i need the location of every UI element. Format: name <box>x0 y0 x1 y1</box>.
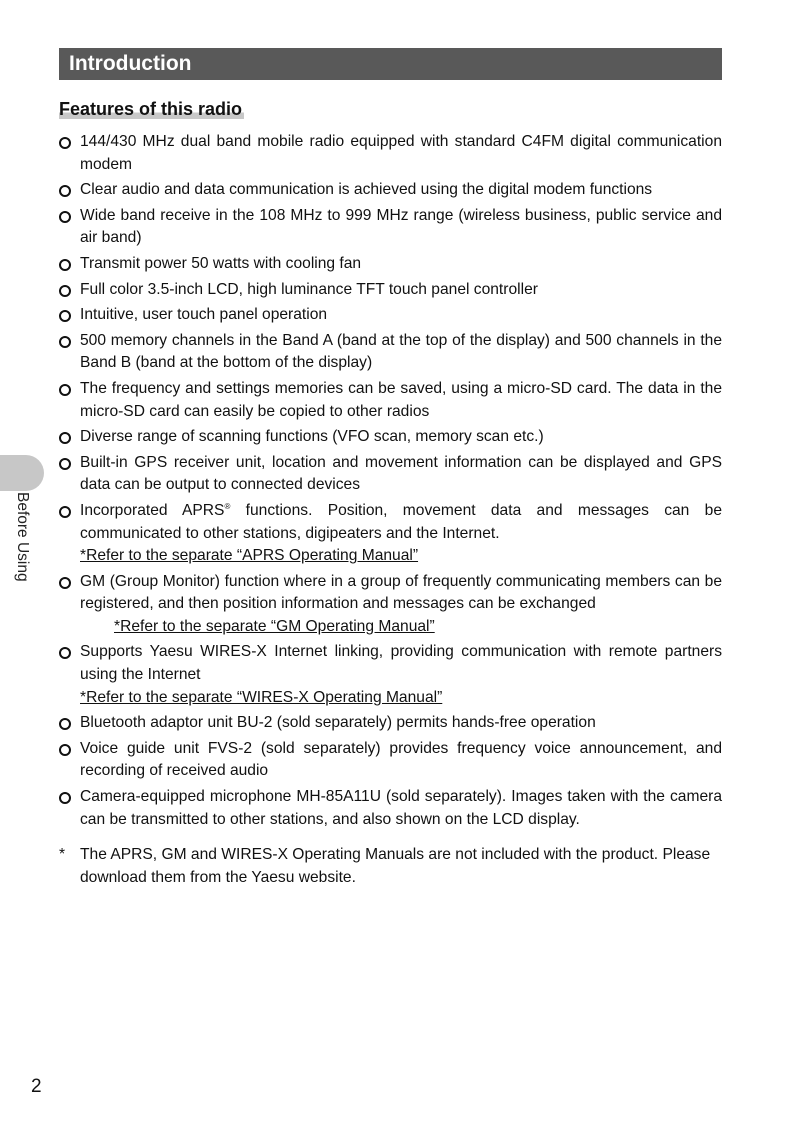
section-title-bar <box>59 48 722 80</box>
circle-bullet-icon <box>59 647 71 659</box>
circle-bullet-icon <box>59 185 71 197</box>
circle-bullet-icon <box>59 137 71 149</box>
feature-item-touch-panel: Intuitive, user touch panel operation <box>59 304 722 327</box>
circle-bullet-icon <box>59 310 71 322</box>
circle-bullet-icon <box>59 792 71 804</box>
feature-item-dual-band: 144/430 MHz dual band mobile radio equipped with standard C4FM digital communication modem <box>59 131 722 176</box>
feature-item-wires-x: Supports Yaesu WIRES-X Internet linking, providing communication with remote partners using the Internet *Refer to the separate “WIRES-X Operating Manual” <box>59 641 722 709</box>
feature-item-aprs: Incorporated APRS® functions. Position, movement data and messages can be communicated to other stations, digipeaters and the Internet. *Refer to the separate “APRS Operating Manual” <box>59 500 722 568</box>
asterisk-marker: * <box>59 846 66 863</box>
features-heading: Features of this radio <box>59 99 243 119</box>
aprs-manual-reference: *Refer to the separate “APRS Operating Manual” <box>80 547 419 565</box>
wires-x-manual-reference: *Refer to the separate “WIRES-X Operating Manual” <box>80 688 443 706</box>
circle-bullet-icon <box>59 432 71 444</box>
feature-list <box>59 131 722 834</box>
side-tab-marker <box>0 455 44 491</box>
feature-item-wide-band-receive: Wide band receive in the 108 MHz to 999 MHz range (wireless business, public service and air band) <box>59 205 722 250</box>
feature-item-bluetooth: Bluetooth adaptor unit BU-2 (sold separately) permits hands-free operation <box>59 712 722 735</box>
feature-item-transmit-power: Transmit power 50 watts with cooling fan <box>59 253 722 276</box>
gm-manual-reference: *Refer to the separate “GM Operating Manual” <box>114 617 435 635</box>
feature-item-memory-channels: 500 memory channels in the Band A (band at the top of the display) and 500 channels in the Band B (band at the bottom of the display) <box>59 330 722 375</box>
circle-bullet-icon <box>59 259 71 271</box>
circle-bullet-icon <box>59 506 71 518</box>
feature-item-camera-mic: Camera-equipped microphone MH-85A11U (sold separately). Images taken with the camera can be transmitted to other stations, and also shown on the LCD display. <box>59 786 722 831</box>
feature-item-scanning: Diverse range of scanning functions (VFO scan, memory scan etc.) <box>59 426 722 449</box>
circle-bullet-icon <box>59 384 71 396</box>
circle-bullet-icon <box>59 211 71 223</box>
section-title: Introduction <box>69 52 192 75</box>
feature-item-voice-guide: Voice guide unit FVS-2 (sold separately) provides frequency voice announcement, and recording of received audio <box>59 738 722 783</box>
feature-item-micro-sd: The frequency and settings memories can be saved, using a micro-SD card. The data in the micro-SD card can easily be copied to other radios <box>59 378 722 423</box>
circle-bullet-icon <box>59 744 71 756</box>
circle-bullet-icon <box>59 458 71 470</box>
circle-bullet-icon <box>59 718 71 730</box>
circle-bullet-icon <box>59 285 71 297</box>
feature-item-group-monitor: GM (Group Monitor) function where in a group of frequently communicating members can be registered, and then position information and messages can be exchanged *Refer to the separate “GM Operating Manual” <box>59 571 722 639</box>
feature-item-gps: Built-in GPS receiver unit, location and movement information can be displayed and GPS data can be output to connected devices <box>59 452 722 497</box>
circle-bullet-icon <box>59 336 71 348</box>
feature-item-digital-audio: Clear audio and data communication is achieved using the digital modem functions <box>59 179 722 202</box>
side-tab-label: Before Using <box>14 492 31 582</box>
page-number: 2 <box>31 1076 42 1097</box>
registered-mark: ® <box>224 501 231 511</box>
manuals-note <box>59 844 722 889</box>
circle-bullet-icon <box>59 577 71 589</box>
note-text: The APRS, GM and WIRES-X Operating Manuals are not included with the product. Please download them from the Yaesu website. <box>80 846 711 886</box>
feature-item-lcd: Full color 3.5-inch LCD, high luminance TFT touch panel controller <box>59 279 722 302</box>
